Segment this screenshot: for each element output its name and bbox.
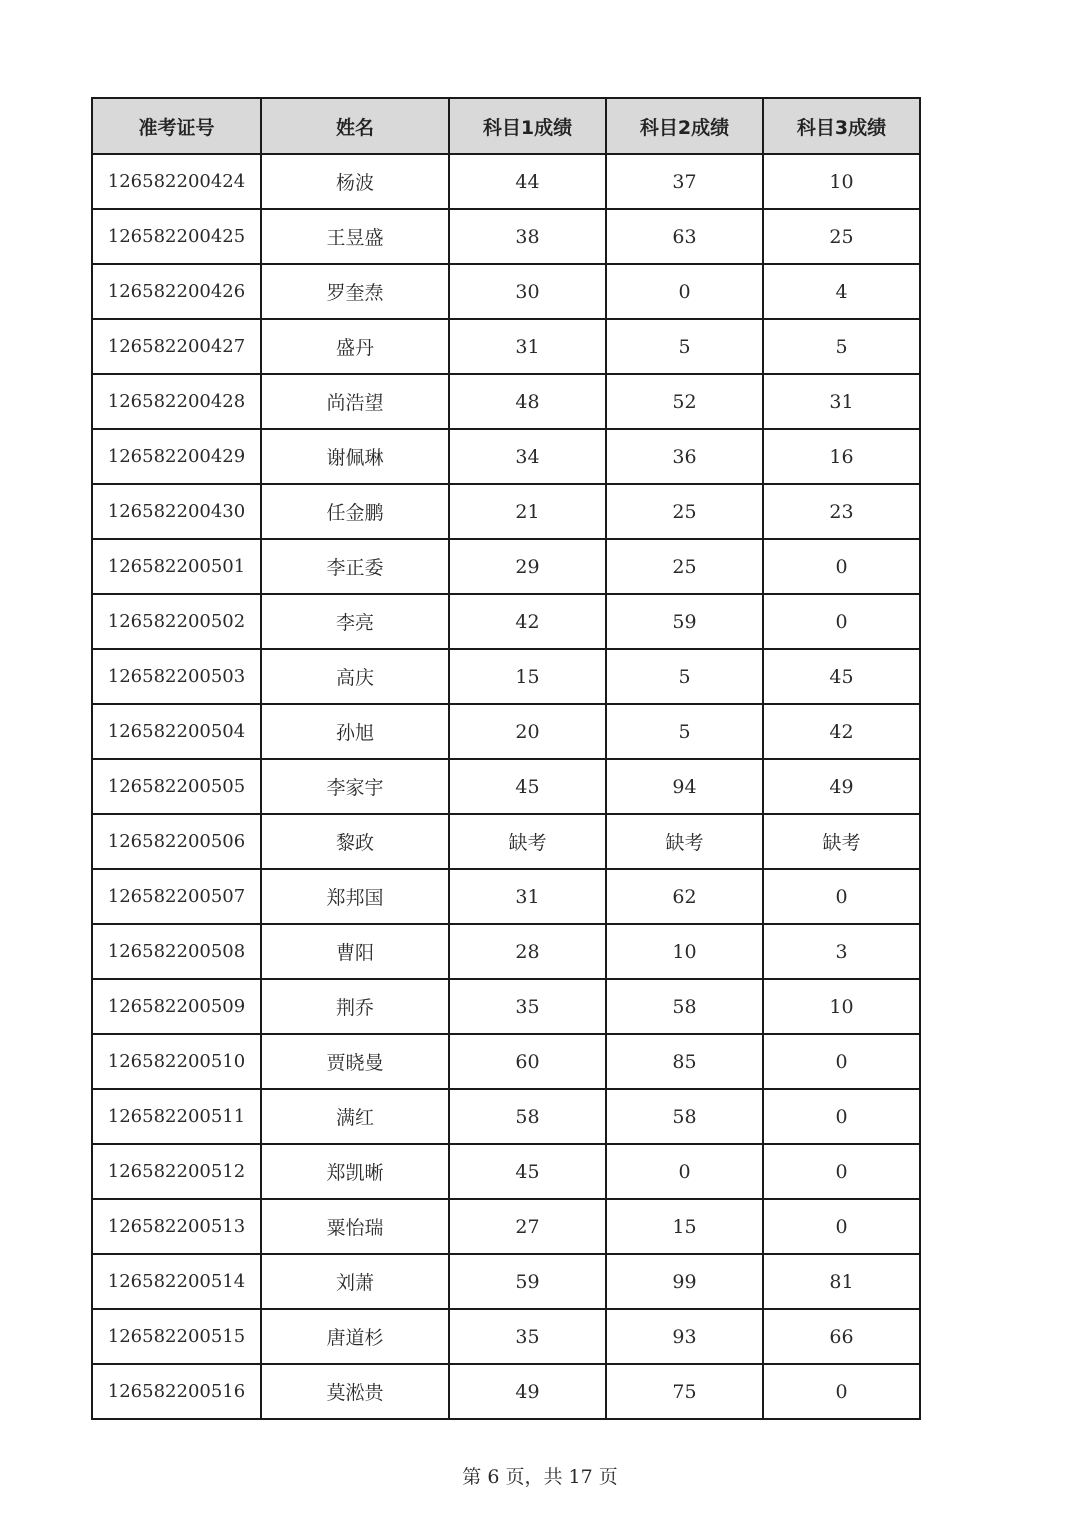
- cell-name: 王昱盛: [261, 209, 449, 264]
- header-subject3-score: 科目3成绩: [763, 98, 920, 154]
- cell-subject1-score: 58: [449, 1089, 606, 1144]
- cell-name: 谢佩琳: [261, 429, 449, 484]
- cell-subject2-score: 52: [606, 374, 763, 429]
- header-name: 姓名: [261, 98, 449, 154]
- cell-subject1-score: 20: [449, 704, 606, 759]
- cell-name: 莫淞贵: [261, 1364, 449, 1419]
- page-number: 第 6 页，共 17 页: [462, 1466, 618, 1488]
- table-row: [92, 924, 920, 979]
- cell-subject3-score: 0: [763, 1089, 920, 1144]
- cell-subject3-score: 0: [763, 594, 920, 649]
- cell-subject2-score: 25: [606, 484, 763, 539]
- cell-exam-id: 126582200507: [92, 869, 261, 924]
- header-exam-id: 准考证号: [92, 98, 261, 154]
- cell-subject3-score: 0: [763, 1144, 920, 1199]
- cell-name: 李家宇: [261, 759, 449, 814]
- cell-subject3-score: 45: [763, 649, 920, 704]
- cell-exam-id: 126582200426: [92, 264, 261, 319]
- cell-subject3-score: 66: [763, 1309, 920, 1364]
- cell-subject3-score: 81: [763, 1254, 920, 1309]
- cell-subject3-score: 16: [763, 429, 920, 484]
- cell-subject3-score: 4: [763, 264, 920, 319]
- cell-subject2-score: 10: [606, 924, 763, 979]
- cell-subject3-score: 25: [763, 209, 920, 264]
- cell-name: 李正委: [261, 539, 449, 594]
- cell-name: 盛丹: [261, 319, 449, 374]
- cell-subject1-score: 42: [449, 594, 606, 649]
- cell-subject2-score: 36: [606, 429, 763, 484]
- table-row: [92, 979, 920, 1034]
- cell-subject1-score: 44: [449, 154, 606, 209]
- cell-subject3-score: 42: [763, 704, 920, 759]
- cell-subject1-score: 45: [449, 1144, 606, 1199]
- cell-subject1-score: 49: [449, 1364, 606, 1419]
- cell-subject2-score: 5: [606, 319, 763, 374]
- cell-subject2-score: 94: [606, 759, 763, 814]
- cell-subject3-score: 0: [763, 1199, 920, 1254]
- cell-exam-id: 126582200511: [92, 1089, 261, 1144]
- cell-subject1-score: 15: [449, 649, 606, 704]
- table-header: [92, 98, 920, 154]
- cell-subject2-score: 58: [606, 979, 763, 1034]
- cell-subject2-score: 37: [606, 154, 763, 209]
- cell-subject1-score: 29: [449, 539, 606, 594]
- cell-name: 郑凯晰: [261, 1144, 449, 1199]
- cell-subject2-score: 63: [606, 209, 763, 264]
- table-row: [92, 374, 920, 429]
- cell-subject3-score: 0: [763, 1364, 920, 1419]
- cell-exam-id: 126582200430: [92, 484, 261, 539]
- cell-name: 杨波: [261, 154, 449, 209]
- table-row: [92, 649, 920, 704]
- cell-name: 刘萧: [261, 1254, 449, 1309]
- table-row: [92, 869, 920, 924]
- cell-subject1-score: 30: [449, 264, 606, 319]
- table-row: [92, 1089, 920, 1144]
- cell-exam-id: 126582200502: [92, 594, 261, 649]
- table-row: [92, 1144, 920, 1199]
- cell-subject3-score: 23: [763, 484, 920, 539]
- cell-subject2-score: 缺考: [606, 814, 763, 869]
- table-row: [92, 484, 920, 539]
- cell-subject3-score: 49: [763, 759, 920, 814]
- cell-name: 高庆: [261, 649, 449, 704]
- cell-subject3-score: 3: [763, 924, 920, 979]
- cell-subject3-score: 0: [763, 869, 920, 924]
- cell-subject3-score: 0: [763, 539, 920, 594]
- cell-exam-id: 126582200428: [92, 374, 261, 429]
- cell-exam-id: 126582200515: [92, 1309, 261, 1364]
- table-row: [92, 1309, 920, 1364]
- cell-subject2-score: 0: [606, 1144, 763, 1199]
- cell-subject3-score: 10: [763, 979, 920, 1034]
- table-row: [92, 594, 920, 649]
- cell-name: 罗奎焘: [261, 264, 449, 319]
- cell-subject1-score: 31: [449, 319, 606, 374]
- score-table: [91, 97, 921, 1420]
- cell-exam-id: 126582200514: [92, 1254, 261, 1309]
- cell-exam-id: 126582200512: [92, 1144, 261, 1199]
- cell-exam-id: 126582200501: [92, 539, 261, 594]
- cell-subject1-score: 59: [449, 1254, 606, 1309]
- cell-name: 荆乔: [261, 979, 449, 1034]
- cell-subject1-score: 35: [449, 1309, 606, 1364]
- cell-name: 贾晓曼: [261, 1034, 449, 1089]
- cell-subject3-score: 31: [763, 374, 920, 429]
- cell-subject1-score: 35: [449, 979, 606, 1034]
- cell-exam-id: 126582200427: [92, 319, 261, 374]
- cell-subject3-score: 0: [763, 1034, 920, 1089]
- table-row: [92, 1254, 920, 1309]
- table-row: [92, 319, 920, 374]
- cell-subject2-score: 59: [606, 594, 763, 649]
- cell-name: 任金鹏: [261, 484, 449, 539]
- table-row: [92, 704, 920, 759]
- cell-subject1-score: 28: [449, 924, 606, 979]
- cell-name: 唐道杉: [261, 1309, 449, 1364]
- cell-subject2-score: 15: [606, 1199, 763, 1254]
- cell-subject1-score: 34: [449, 429, 606, 484]
- cell-name: 满红: [261, 1089, 449, 1144]
- cell-subject2-score: 93: [606, 1309, 763, 1364]
- header-subject2-score: 科目2成绩: [606, 98, 763, 154]
- cell-exam-id: 126582200506: [92, 814, 261, 869]
- cell-name: 郑邦国: [261, 869, 449, 924]
- cell-subject2-score: 58: [606, 1089, 763, 1144]
- cell-subject1-score: 38: [449, 209, 606, 264]
- cell-subject2-score: 25: [606, 539, 763, 594]
- cell-subject2-score: 5: [606, 649, 763, 704]
- cell-subject2-score: 99: [606, 1254, 763, 1309]
- cell-exam-id: 126582200516: [92, 1364, 261, 1419]
- cell-name: 粟怡瑞: [261, 1199, 449, 1254]
- cell-exam-id: 126582200425: [92, 209, 261, 264]
- cell-subject1-score: 27: [449, 1199, 606, 1254]
- table-row: [92, 539, 920, 594]
- cell-subject1-score: 缺考: [449, 814, 606, 869]
- cell-subject3-score: 10: [763, 154, 920, 209]
- cell-name: 曹阳: [261, 924, 449, 979]
- table-row: [92, 1364, 920, 1419]
- cell-exam-id: 126582200503: [92, 649, 261, 704]
- table-row: [92, 814, 920, 869]
- cell-subject1-score: 21: [449, 484, 606, 539]
- cell-exam-id: 126582200429: [92, 429, 261, 484]
- cell-name: 孙旭: [261, 704, 449, 759]
- cell-subject1-score: 48: [449, 374, 606, 429]
- cell-subject1-score: 31: [449, 869, 606, 924]
- cell-subject2-score: 75: [606, 1364, 763, 1419]
- cell-exam-id: 126582200505: [92, 759, 261, 814]
- table-row: [92, 1034, 920, 1089]
- cell-exam-id: 126582200509: [92, 979, 261, 1034]
- header-row: [92, 98, 920, 154]
- cell-exam-id: 126582200504: [92, 704, 261, 759]
- table-body: [92, 154, 920, 1419]
- table-row: [92, 264, 920, 319]
- table-row: [92, 429, 920, 484]
- cell-name: 李亮: [261, 594, 449, 649]
- cell-subject1-score: 60: [449, 1034, 606, 1089]
- cell-exam-id: 126582200513: [92, 1199, 261, 1254]
- table-row: [92, 1199, 920, 1254]
- cell-subject2-score: 62: [606, 869, 763, 924]
- cell-subject2-score: 5: [606, 704, 763, 759]
- header-subject1-score: 科目1成绩: [449, 98, 606, 154]
- cell-exam-id: 126582200510: [92, 1034, 261, 1089]
- cell-name: 黎政: [261, 814, 449, 869]
- cell-subject1-score: 45: [449, 759, 606, 814]
- cell-name: 尚浩望: [261, 374, 449, 429]
- cell-subject2-score: 85: [606, 1034, 763, 1089]
- cell-subject3-score: 5: [763, 319, 920, 374]
- table-row: [92, 209, 920, 264]
- cell-subject2-score: 0: [606, 264, 763, 319]
- table-row: [92, 154, 920, 209]
- cell-exam-id: 126582200424: [92, 154, 261, 209]
- table-row: [92, 759, 920, 814]
- cell-exam-id: 126582200508: [92, 924, 261, 979]
- cell-subject3-score: 缺考: [763, 814, 920, 869]
